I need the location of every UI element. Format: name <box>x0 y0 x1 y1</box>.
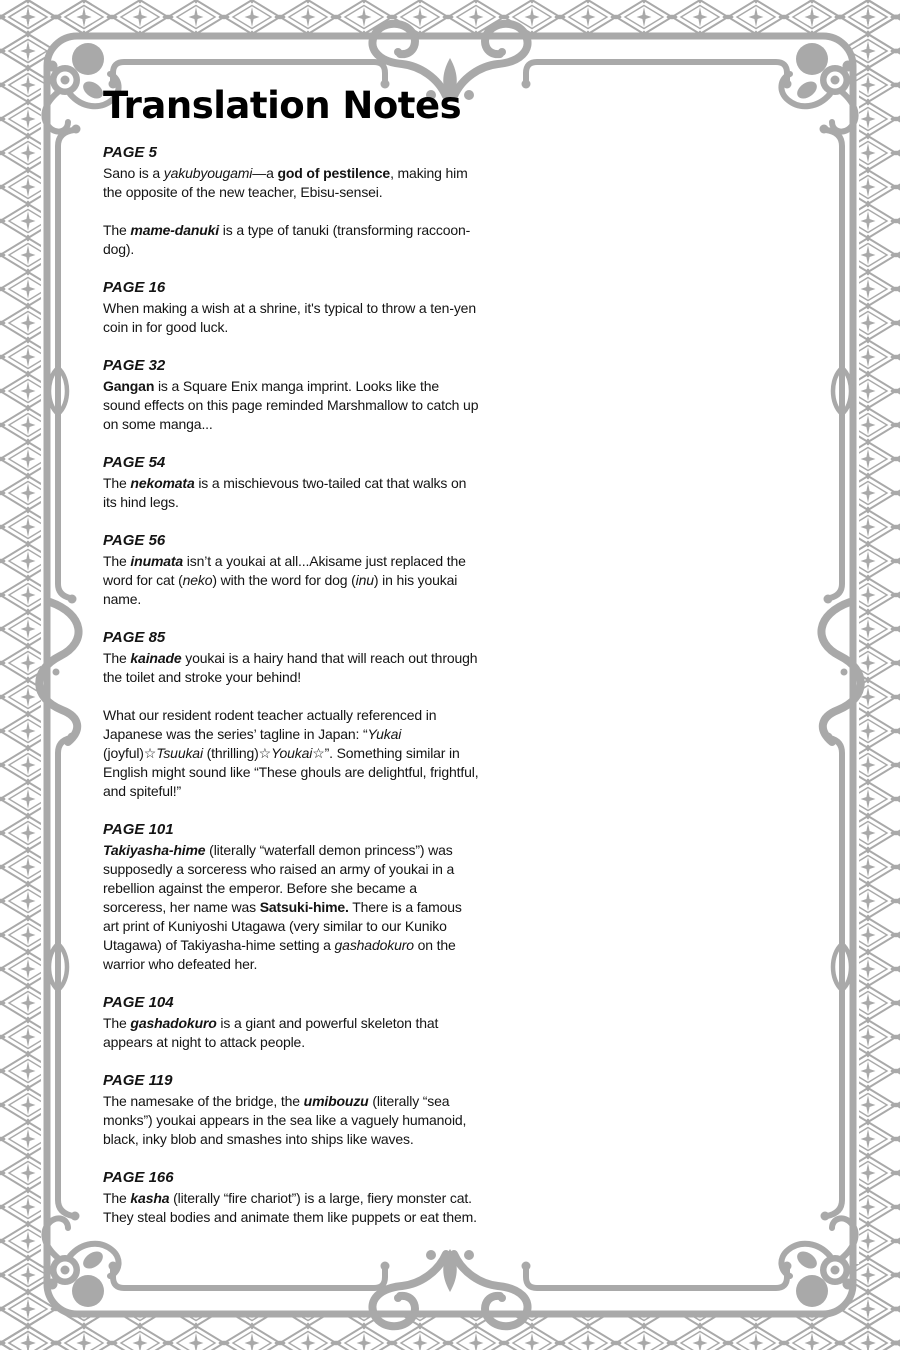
page-label: PAGE 5 <box>103 143 157 161</box>
text-segment: —a <box>252 164 278 181</box>
note-paragraph <box>103 1092 479 1149</box>
text-segment: Youkai <box>271 744 313 761</box>
note-paragraph <box>103 649 479 687</box>
text-segment: The <box>103 649 131 666</box>
notes-list <box>103 143 479 1227</box>
page-label: PAGE 16 <box>103 278 166 296</box>
text-segment: kainade <box>130 649 182 666</box>
note-section <box>103 278 479 337</box>
text-segment: Yukai <box>367 725 402 742</box>
note-section <box>103 1071 479 1149</box>
text-segment: isn’t a youkai at all...Akisame just replaced the word for cat ( <box>103 552 466 588</box>
note-paragraph <box>103 706 479 801</box>
page-label: PAGE 101 <box>103 820 174 838</box>
note-paragraph <box>103 552 479 609</box>
note-paragraph <box>103 221 479 259</box>
note-paragraph <box>103 474 479 512</box>
text-segment: Sano is a <box>103 164 164 181</box>
text-segment: Satsuki-hime. <box>259 898 349 915</box>
page-label: PAGE 119 <box>103 1071 173 1089</box>
text-segment: The namesake of the bridge, the <box>103 1092 304 1109</box>
text-segment: (literally “waterfall demon princess”) was supposedly a sorceress who raised an army of youkai in a rebellion against the emperor. Before she became a sorceress, her name was <box>103 841 455 915</box>
note-section <box>103 453 479 512</box>
note-section <box>103 143 479 259</box>
text-segment: kasha <box>130 1189 170 1206</box>
note-paragraph <box>103 164 479 202</box>
note-section <box>103 356 479 434</box>
text-segment: umibouzu <box>303 1092 369 1109</box>
text-segment: The <box>103 221 131 238</box>
page-label: PAGE 56 <box>103 531 166 549</box>
text-segment: The <box>103 474 131 491</box>
text-segment: The <box>103 1014 131 1031</box>
text-segment: What our resident rodent teacher actually referenced in Japanese was the series’ tagline in Japan: “ <box>103 706 437 742</box>
text-segment: is a Square Enix manga imprint. Looks like the sound effects on this page reminded Marshmallow to catch up on some manga... <box>103 377 479 432</box>
translation-notes-page <box>103 86 479 1246</box>
note-section <box>103 628 479 801</box>
text-segment: ) with the word for dog ( <box>212 571 356 588</box>
page-title: Translation Notes <box>103 84 462 127</box>
text-segment: , making him the opposite of the new teacher, Ebisu-sensei. <box>103 164 468 200</box>
text-segment: Takiyasha-hime <box>103 841 206 858</box>
text-segment: (literally “sea monks”) youkai appears in the sea like a vaguely humanoid, black, inky blob and smashes into ships like waves. <box>103 1092 467 1147</box>
text-segment: is a giant and powerful skeleton that appears at night to attack people. <box>103 1014 439 1050</box>
text-segment: inumata <box>130 552 184 569</box>
text-segment: gashadokuro <box>130 1014 217 1031</box>
text-segment: gashadokuro <box>334 936 414 953</box>
text-segment: Tsuukai <box>156 744 203 761</box>
page-label: PAGE 104 <box>103 993 174 1011</box>
text-segment: Gangan <box>103 377 155 394</box>
note-paragraph <box>103 377 479 434</box>
page-label: PAGE 85 <box>103 628 166 646</box>
text-segment: yakubyougami <box>163 164 253 181</box>
text-segment: is a type of tanuki (transforming raccoon-dog). <box>103 221 471 257</box>
note-paragraph <box>103 299 479 337</box>
text-segment: There is a famous art print of Kuniyoshi Utagawa (very similar to our Kuniko Utagawa) of Takiyasha-hime setting a <box>103 898 462 953</box>
text-segment: When making a wish at a shrine, it's typical to throw a ten-yen coin in for good luck. <box>103 299 476 335</box>
note-section <box>103 820 479 974</box>
text-segment: (joyful)☆ <box>103 744 157 761</box>
text-segment: is a mischievous two-tailed cat that walks on its hind legs. <box>103 474 467 510</box>
text-segment: ) in his youkai name. <box>103 571 458 607</box>
text-segment: on the warrior who defeated her. <box>103 936 456 972</box>
note-section <box>103 993 479 1052</box>
note-paragraph <box>103 1189 479 1227</box>
text-segment: (literally “fire chariot”) is a large, fiery monster cat. They steal bodies and animate them like puppets or eat them. <box>103 1189 477 1225</box>
page-label: PAGE 54 <box>103 453 166 471</box>
text-segment: The <box>103 552 131 569</box>
note-section <box>103 1168 479 1227</box>
text-segment: The <box>103 1189 131 1206</box>
note-paragraph <box>103 841 479 974</box>
text-segment: neko <box>182 571 213 588</box>
text-segment: youkai is a hairy hand that will reach out through the toilet and stroke your behind! <box>103 649 478 685</box>
page-label: PAGE 32 <box>103 356 166 374</box>
text-segment: mame-danuki <box>130 221 220 238</box>
text-segment: nekomata <box>130 474 195 491</box>
page-label: PAGE 166 <box>103 1168 174 1186</box>
note-section <box>103 531 479 609</box>
text-segment: god of pestilence <box>277 164 391 181</box>
text-segment: inu <box>355 571 374 588</box>
text-segment: ☆”. Something similar in English might sound like “These ghouls are delightful, frightful, and spiteful!” <box>103 744 479 799</box>
text-segment: (thrilling)☆ <box>202 744 272 761</box>
note-paragraph <box>103 1014 479 1052</box>
